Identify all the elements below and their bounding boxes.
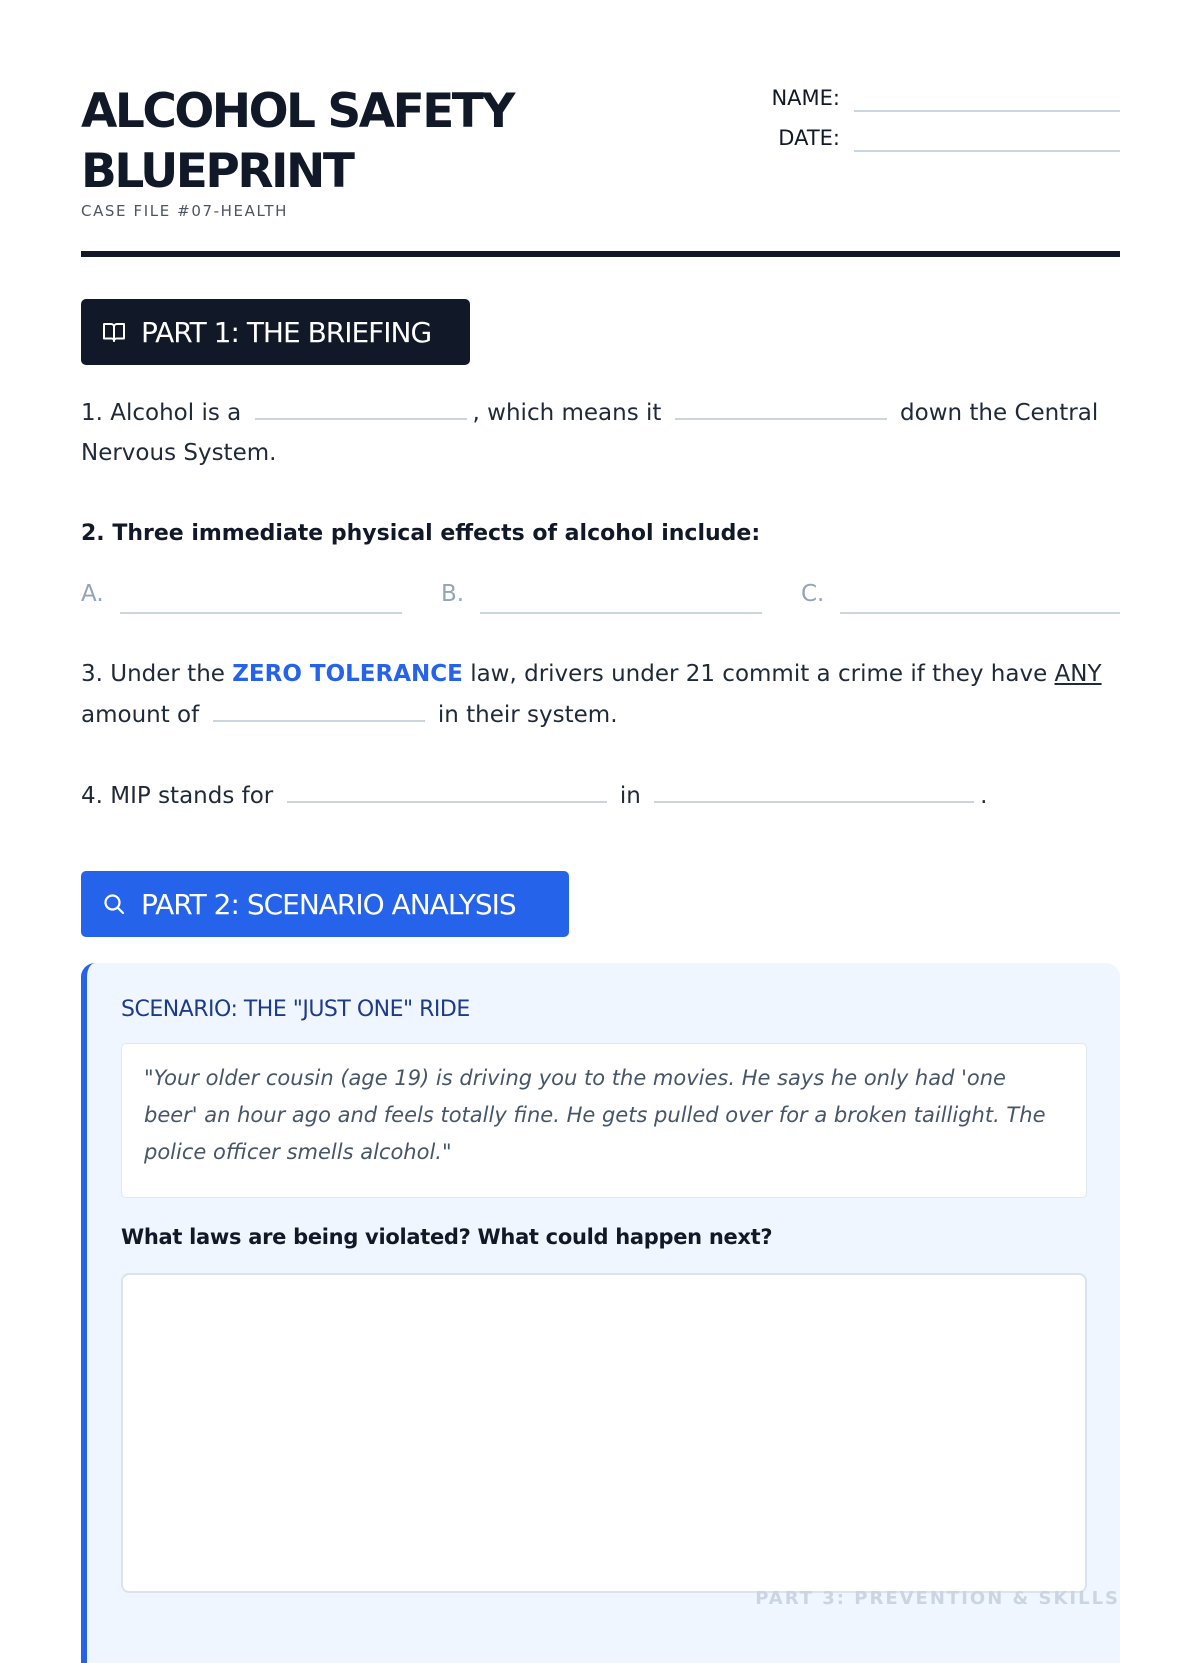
scenario-title: SCENARIO: THE "JUST ONE" RIDE [121,997,470,1022]
option-c-label: C. [801,581,825,607]
next-section-label: PART 3: PREVENTION & SKILLS [755,1588,1120,1609]
question-2: 2. Three immediate physical effects of alcohol include: [81,521,761,546]
question-1 [81,392,1120,473]
name-field[interactable] [854,80,1120,112]
question-3 [81,654,1120,735]
q1-suffix: down the Central Nervous System. [81,400,1099,466]
any-emphasis: ANY [1054,661,1102,687]
option-a-label: A. [81,581,104,607]
case-file-label: CASE FILE #07-HEALTH [81,202,288,220]
option-b [441,574,801,614]
part2-header [81,871,569,937]
q4-blank-2[interactable] [654,775,974,803]
q1-blank-2[interactable] [675,392,887,420]
search-icon [101,891,127,917]
name-row [771,80,1120,112]
q4-suffix: . [980,783,988,809]
scenario-quote: "Your older cousin (age 19) is driving you to the movies. He says he only had 'one beer' an hour ago and feels totally fine. He gets pulled over for a broken taillight. The police officer smells alcohol." [121,1043,1087,1198]
part1-header [81,299,470,365]
q3-prefix: 3. Under the [81,661,225,687]
scenario-answer-box[interactable] [121,1273,1087,1593]
option-c [801,574,1120,614]
scenario-prompt: What laws are being violated? What could happen next? [121,1225,773,1249]
page-title: ALCOHOL SAFETY BLUEPRINT [81,84,513,199]
q4-blank-1[interactable] [287,775,607,803]
q4-prefix: 4. MIP stands for [81,783,274,809]
name-label: NAME: [771,86,840,110]
header-divider [81,251,1120,257]
q3-suffix: in their system. [437,702,618,728]
q3-blank[interactable] [213,694,425,722]
question-4 [81,775,1120,816]
option-b-label: B. [441,581,465,607]
date-label: DATE: [778,126,840,150]
option-a-blank[interactable] [120,576,402,614]
book-icon [101,319,127,345]
q1-middle: , which means it [472,400,662,426]
option-c-blank[interactable] [840,576,1120,614]
q3-line2-prefix: amount of [81,702,200,728]
q3-middle: law, drivers under 21 commit a crime if they have [470,661,1048,687]
worksheet-page [81,0,1120,1609]
date-row [778,120,1120,152]
option-a [81,574,441,614]
date-field[interactable] [854,120,1120,152]
q1-prefix: 1. Alcohol is a [81,400,242,426]
zero-tolerance-emphasis: ZERO TOLERANCE [232,661,463,687]
q4-middle: in [619,783,641,809]
part2-heading: PART 2: SCENARIO ANALYSIS [141,887,516,921]
q1-blank-1[interactable] [255,392,467,420]
option-b-blank[interactable] [480,576,762,614]
part1-heading: PART 1: THE BRIEFING [141,315,432,349]
question-2-options [81,574,1120,614]
scenario-card [81,963,1120,1663]
